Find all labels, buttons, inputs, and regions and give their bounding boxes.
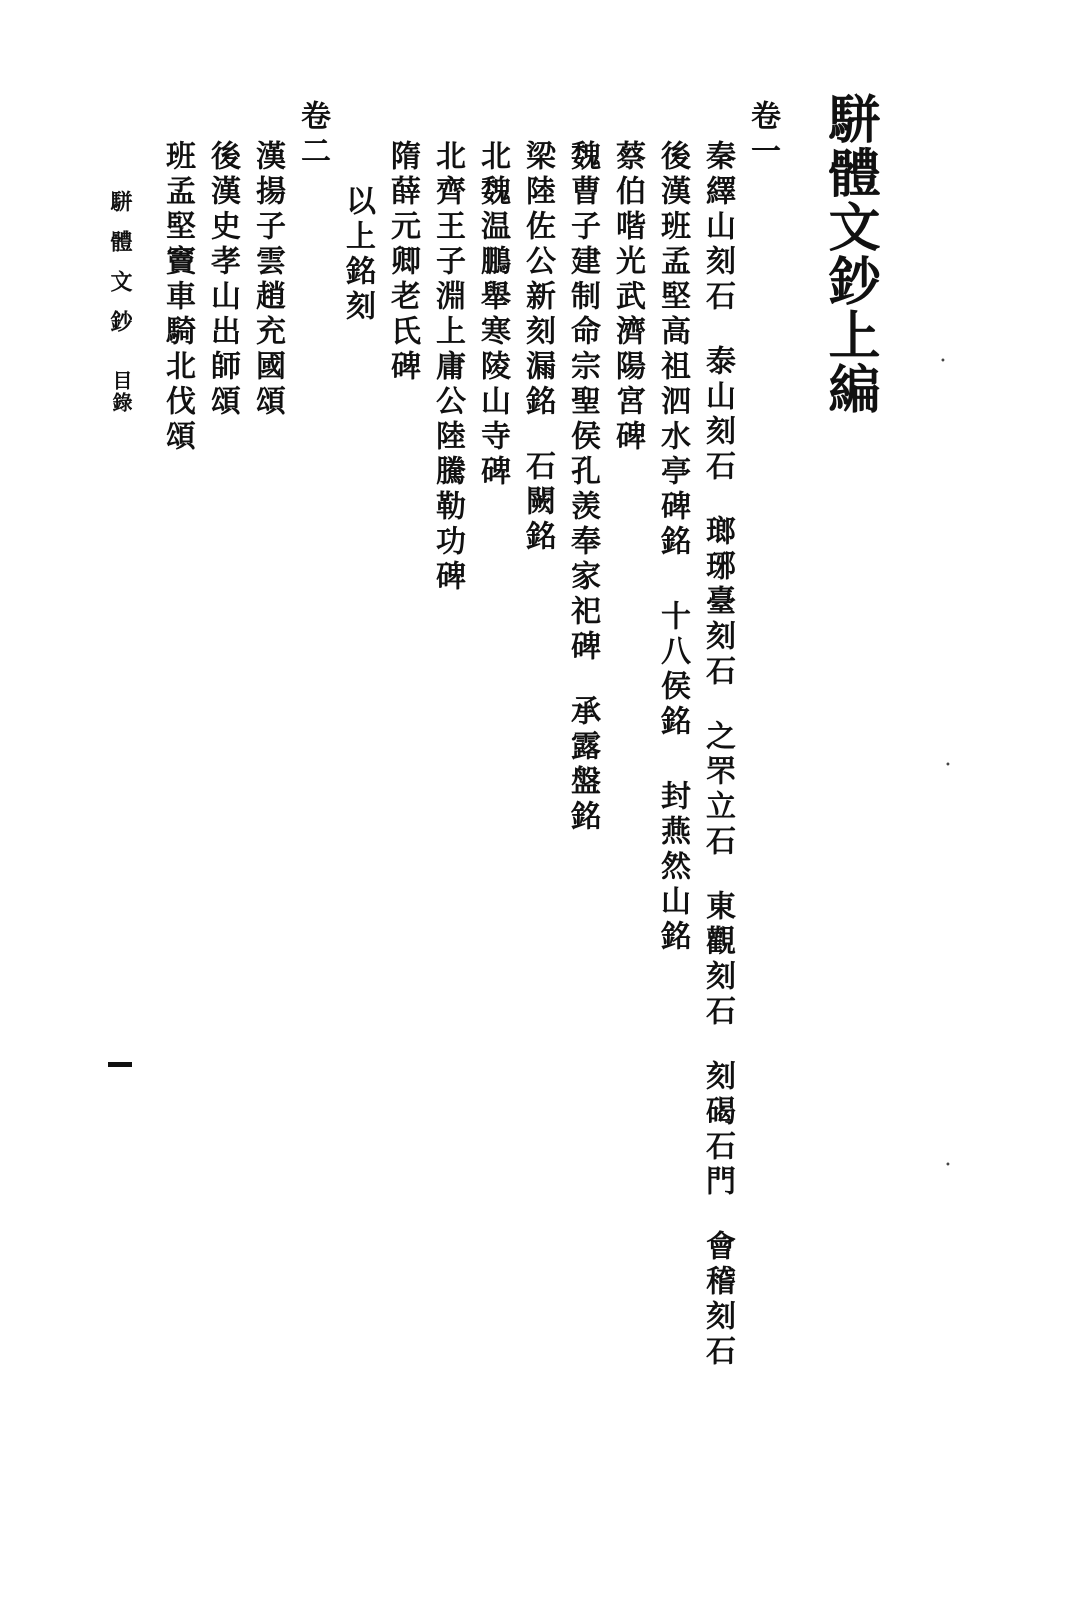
vol1-line-8	[380, 140, 424, 385]
vol1-line-2	[650, 140, 694, 955]
entry: 之罘立石	[700, 720, 735, 860]
vol2-line-1: 漢揚子雲趙充國頌	[250, 140, 285, 420]
entry: 秦繹山刻石	[700, 140, 735, 315]
entry: 刻碣石門	[700, 1060, 735, 1200]
entry: 隋薛元卿老氏碑	[385, 140, 420, 385]
vol1-line-6	[470, 140, 514, 490]
entry: 十八侯銘	[655, 600, 690, 740]
vol1-closing-note: 以上銘刻	[340, 185, 375, 325]
scan-speck: •	[945, 760, 951, 771]
vol2-line-2: 後漢史孝山出師頌	[205, 140, 240, 420]
running-head-title: 駢體文鈔	[107, 190, 133, 350]
entry: 後漢班孟堅高祖泗水亭碑銘	[655, 140, 690, 560]
page-number	[108, 1062, 132, 1067]
vol1-heading: 卷一	[745, 100, 780, 170]
running-head-section: 目錄	[109, 370, 133, 414]
entry: 瑯琊臺刻石	[700, 515, 735, 690]
entry: 泰山刻石	[700, 345, 735, 485]
entry: 會稽刻石	[700, 1230, 735, 1370]
vol2-heading: 卷二	[295, 100, 330, 170]
entry: 承露盤銘	[565, 695, 600, 835]
vol1-line-7	[425, 140, 469, 595]
scan-speck: •	[940, 356, 946, 367]
vol1-line-3	[605, 140, 649, 455]
entry: 石闕銘	[520, 450, 555, 555]
vol1-line-1	[695, 140, 739, 1370]
entry: 北魏温鵬舉寒陵山寺碑	[475, 140, 510, 490]
entry: 蔡伯喈光武濟陽宮碑	[610, 140, 645, 455]
scan-speck: •	[945, 1160, 951, 1171]
vol1-line-4	[560, 140, 604, 835]
book-title: 駢體文鈔上編	[819, 92, 880, 416]
entry: 封燕然山銘	[655, 780, 690, 955]
entry: 北齊王子淵上庸公陸騰勒功碑	[430, 140, 465, 595]
entry: 東觀刻石	[700, 890, 735, 1030]
vol2-line-3: 班孟堅竇車騎北伐頌	[160, 140, 195, 455]
vol1-line-5	[515, 140, 559, 555]
entry: 梁陸佐公新刻漏銘	[520, 140, 555, 420]
entry: 魏曹子建制命宗聖侯孔羡奉家祀碑	[565, 140, 600, 665]
